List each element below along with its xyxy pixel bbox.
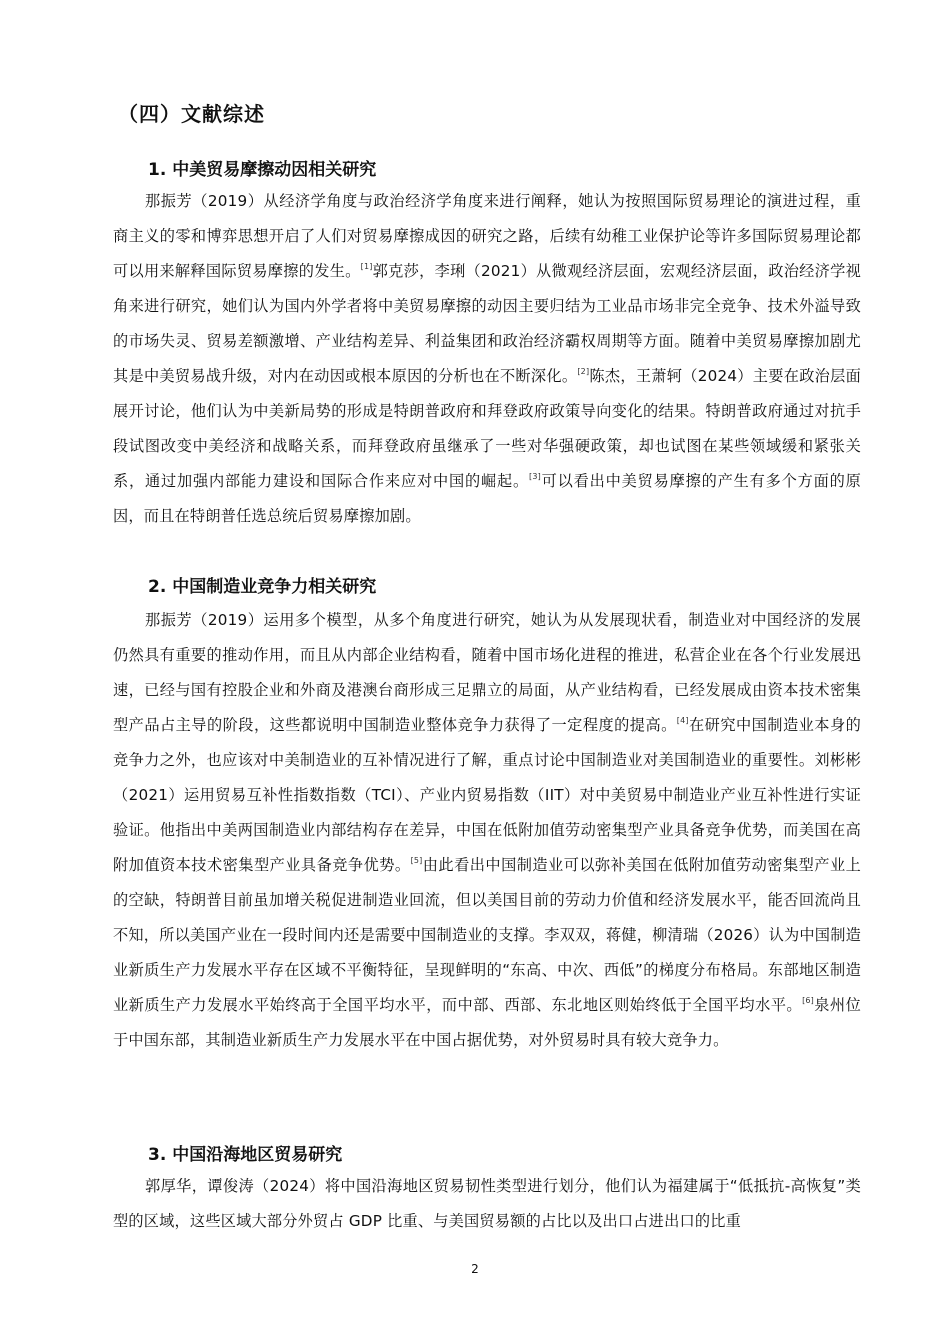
text-run: 可以看出中美贸易摩擦的产生有多个方面的原因，而且在特朗普任选总统后贸易摩擦加剧。 [113, 472, 862, 525]
subsection-title-3: 3. 中国沿海地区贸易研究 [148, 1145, 343, 1165]
citation-marker: [1] [360, 262, 373, 271]
paragraph-2 [113, 603, 861, 1058]
text-run: 由此看出中国制造业可以弥补美国在低附加值劳动密集型产业上的空缺，特朗普目前虽加增关税促进制造业回流，但以美国目前的劳动力价值和经济发展水平，能否回流尚且不知，所以美国产业在一段时间内还是需要中国制造业的支撑。李双双，蒋健，柳清瑞（2026）认为中国制造业新质生产力发展水平存在区域不平衡特征，呈现鲜明的“东高、中次、西低”的梯度分布格局。东部地区制造业新质生产力发展水平始终高于全国平均水平，而中部、西部、东北地区则始终低于全国平均水平。 [113, 856, 861, 1014]
citation-marker: [3] [529, 472, 541, 481]
text-run: 郭克莎，李琍（2021）从微观经济层面，宏观经济层面，政治经济学视角来进行研究，她们认为国内外学者将中美贸易摩擦的动因主要归结为工业品市场非完全竞争、技术外溢导致的市场失灵、贸易差额激增、产业结构差异、利益集团和政治经济霸权周期等方面。随着中美贸易摩擦加剧尤其是中美贸易战升级，对内在动因或根本原因的分析也在不断深化。 [113, 262, 861, 385]
section-heading: （四）文献综述 [118, 102, 265, 126]
paragraph-3 [113, 1169, 861, 1239]
citation-marker: [4] [676, 716, 689, 725]
text-run: 郭厚华，谭俊涛（2024）将中国沿海地区贸易韧性类型进行划分，他们认为福建属于“低抵抗-高恢复”类型的区域，这些区域大部分外贸占 GDP 比重、与美国贸易额的占比以及出口占进出口的比重 [113, 1177, 861, 1230]
citation-marker: [2] [577, 367, 590, 376]
text-run: 在研究中国制造业本身的竞争力之外，也应该对中美制造业的互补情况进行了解，重点讨论中国制造业对美国制造业的重要性。刘彬彬（2021）运用贸易互补性指数指数（TCI）、产业内贸易指数（IIT）对中美贸易中制造业产业互补性进行实证验证。他指出中美两国制造业内部结构存在差异，中国在低附加值劳动密集型产业具备竞争优势，而美国在高附加值资本技术密集型产业具备竞争优势。 [113, 716, 862, 874]
subsection-title-1: 1. 中美贸易摩擦动因相关研究 [148, 160, 377, 180]
text-run: 那振芳（2019）运用多个模型，从多个角度进行研究，她认为从发展现状看，制造业对中国经济的发展仍然具有重要的推动作用，而且从内部企业结构看，随着中国市场化进程的推进，私营企业在各个行业发展迅速，已经与国有控股企业和外商及港澳台商形成三足鼎立的局面，从产业结构看，已经发展成由资本技术密集型产品占主导的阶段，这些都说明中国制造业整体竞争力获得了一定程度的提高。 [113, 611, 861, 734]
citation-marker: [5] [410, 856, 423, 865]
paragraph-1 [113, 184, 861, 534]
text-run: 陈杰，王萧轲（2024）主要在政治层面展开讨论，他们认为中美新局势的形成是特朗普政府和拜登政府政策导向变化的结果。特朗普政府通过对抗手段试图改变中美经济和战略关系，而拜登政府虽继承了一些对华强硬政策，却也试图在某些领域缓和紧张关系，通过加强内部能力建设和国际合作来应对中国的崛起。 [113, 367, 862, 490]
citation-marker: [6] [802, 996, 814, 1005]
subsection-title-2: 2. 中国制造业竞争力相关研究 [148, 577, 377, 597]
text-run: 泉州位于中国东部，其制造业新质生产力发展水平在中国占据优势，对外贸易时具有较大竞争力。 [113, 996, 861, 1049]
page-number: 2 [471, 1262, 479, 1276]
text-run: 那振芳（2019）从经济学角度与政治经济学角度来进行阐释，她认为按照国际贸易理论的演进过程，重商主义的零和博弈思想开启了人们对贸易摩擦成因的研究之路，后续有幼稚工业保护论等许多国际贸易理论都可以用来解释国际贸易摩擦的发生。 [113, 192, 861, 280]
